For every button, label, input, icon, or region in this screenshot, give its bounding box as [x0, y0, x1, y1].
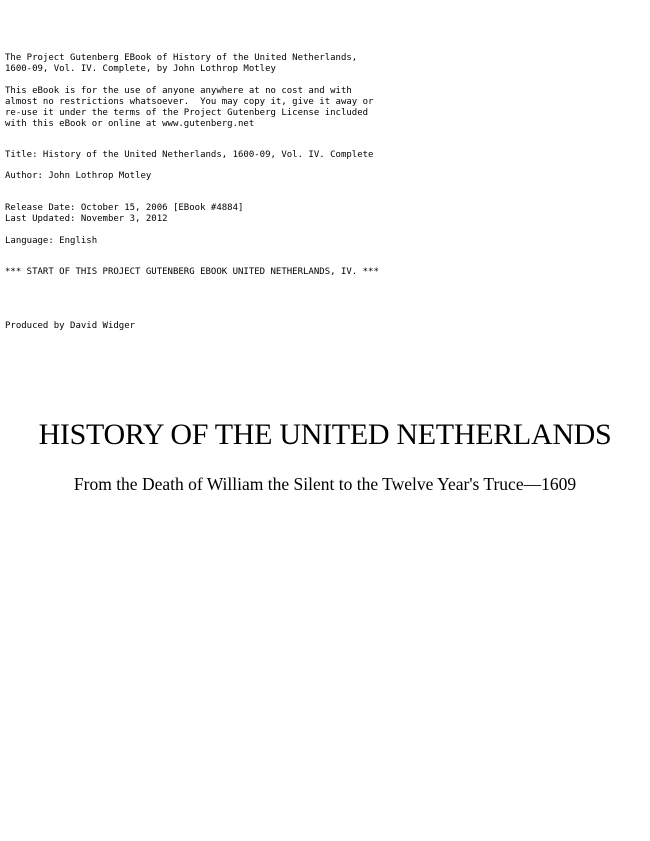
license-line-1: This eBook is for the use of anyone anywhere at no cost and with	[5, 86, 352, 96]
metadata-last-updated: Last Updated: November 3, 2012	[5, 214, 168, 224]
metadata-author: Author: John Lothrop Motley	[5, 171, 152, 181]
license-line-2: almost no restrictions whatsoever. You may copy it, give it away or	[5, 97, 374, 107]
license-line-4: with this eBook or online at www.gutenberg.net	[5, 119, 255, 129]
book-subtitle: From the Death of William the Silent to the Twelve Year's Truce—1609	[73, 474, 577, 494]
start-marker: *** START OF THIS PROJECT GUTENBERG EBOOK UNITED NETHERLANDS, IV. ***	[5, 267, 379, 277]
ebook-header-line-1: The Project Gutenberg EBook of History of the United Netherlands,	[5, 53, 358, 63]
license-line-3: re-use it under the terms of the Project Gutenberg License included	[5, 108, 369, 118]
produced-by: Produced by David Widger	[5, 321, 136, 331]
metadata-language: Language: English	[5, 236, 98, 246]
book-title: HISTORY OF THE UNITED NETHERLANDS	[38, 418, 612, 451]
ebook-header-line-2: 1600-09, Vol. IV. Complete, by John Lothrop Motley	[5, 64, 276, 74]
metadata-title: Title: History of the United Netherlands, 1600-09, Vol. IV. Complete	[5, 150, 374, 160]
metadata-release-date: Release Date: October 15, 2006 [EBook #4884]	[5, 203, 244, 213]
